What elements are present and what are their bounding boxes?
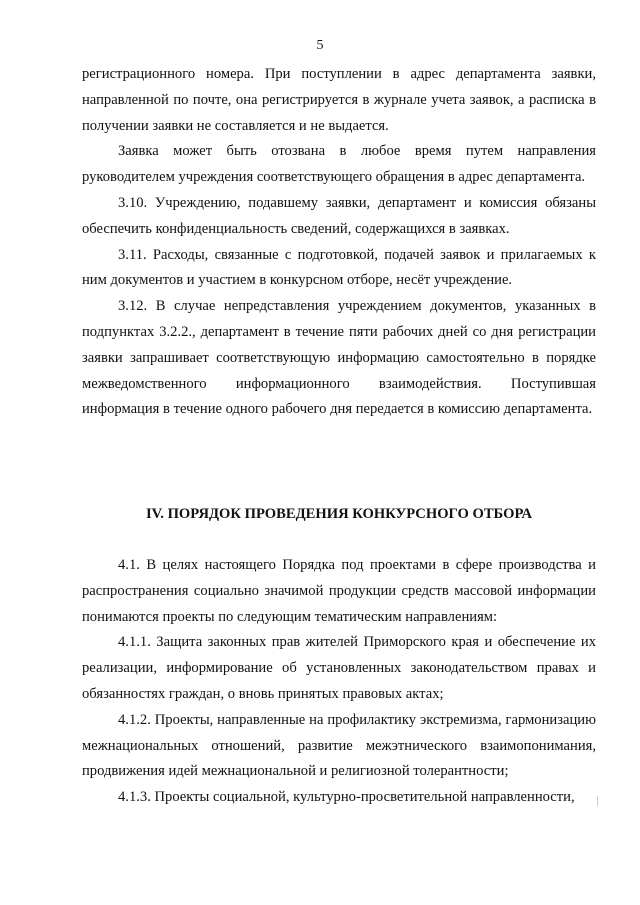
paragraph-4-1-1: 4.1.1. Защита законных прав жителей Приморского края и обеспечение их реализации, информирование об установленных законодательством правах и обязанностях граждан, о вновь принятых правовых актах; [82, 634, 596, 702]
page-number: 5 [316, 38, 324, 53]
paragraph-withdrawal: Заявка может быть отозвана в любое время путем направления руководителем учреждения соответствующего обращения в адрес департамента. [82, 143, 596, 186]
paragraph-3-12: 3.12. В случае непредставления учреждением документов, указанных в подпунктах 3.2.2., департамент в течение пяти рабочих дней со дня регистрации заявки запрашивает соответствующую информацию самостоятельно в порядке межведомственного информационного взаимодействия. Поступившая информация в течение одного рабочего дня передается в комиссию департамента. [82, 298, 596, 418]
document-body-top [82, 62, 596, 423]
paragraph-4-1: 4.1. В целях настоящего Порядка под проектами в сфере производства и распространения социально значимой продукции средств массовой информации понимаются проекты по следующим тематическим направлениям: [82, 557, 596, 625]
paragraph-4-1-3: 4.1.3. Проекты социальной, культурно-просветительной направленности, [118, 789, 575, 806]
paragraph-3-10: 3.10. Учреждению, подавшему заявки, департамент и комиссия обязаны обеспечить конфиденциальность сведений, содержащихся в заявках. [82, 194, 596, 237]
paragraph-4-1-2: 4.1.2. Проекты, направленные на профилактику экстремизма, гармонизацию межнациональных отношений, развитие межэтнического взаимопонимания, продвижения идей межнациональной и религиозной толерантности; [82, 711, 596, 780]
margin-mark [597, 796, 598, 806]
paragraph-continuation: регистрационного номера. При поступлении в адрес департамента заявки, направленной по почте, она регистрируется в журнале учета заявок, а расписка в получении заявки не составляется и не выдается. [82, 66, 596, 134]
document-body-bottom [82, 553, 596, 811]
section-heading: IV. ПОРЯДОК ПРОВЕДЕНИЯ КОНКУРСНОГО ОТБОРА [145, 506, 533, 522]
paragraph-3-11: 3.11. Расходы, связанные с подготовкой, подачей заявок и прилагаемых к ним документов и участием в конкурсном отборе, несёт учреждение. [82, 246, 596, 289]
